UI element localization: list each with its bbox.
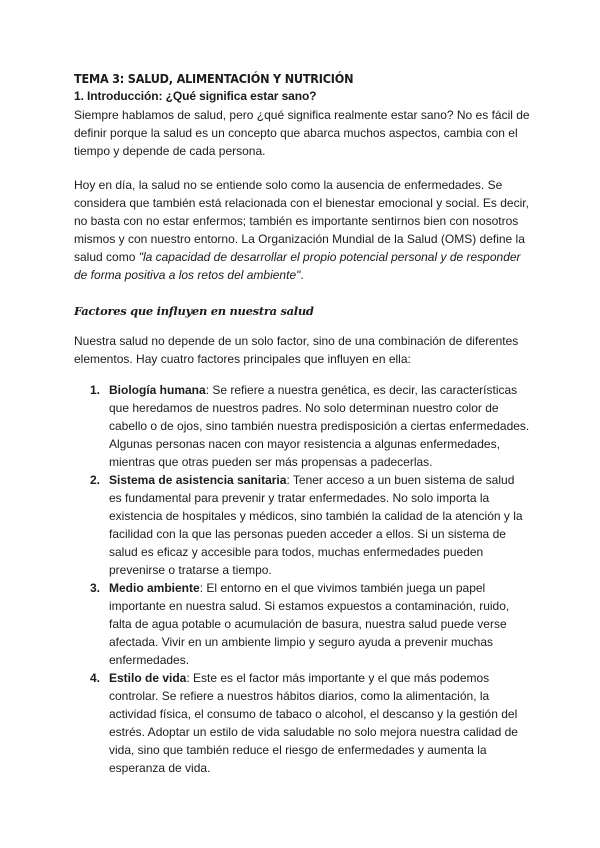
list-item [74,669,530,777]
factors-heading: Factores que influyen en nuestra salud [74,304,314,318]
list-number: 4. [90,671,101,685]
intro-paragraph-2-text: Hoy en día, la salud no se entiende solo como la ausencia de enfermedades. Se considera que también está relacionada con el bienestar emocional y social. Es decir, no basta con no estar enfermos; también es importante sentirnos bien con nosotros mismos y con nuestro entorno. La Organización Mundial de la Salud (OMS) define la salud como [74,178,529,264]
factor-list [74,381,530,777]
factor-description: : Se refiere a nuestra genética, es decir, las características que heredamos de nuestros padres. No solo determinan nuestro color de cabello o de ojos, sino también nuestra predisposición a ciertas enfermedades. Algunas personas nacen con mayor resistencia a algunas enfermedades, mientras que otras pueden ser más propensas a padecerlas. [109,383,530,469]
factors-intro: Nuestra salud no depende de un solo factor, sino de una combinación de diferentes elementos. Hay cuatro factores principales que influyen en ella: [74,334,519,366]
who-definition-quote: "la capacidad de desarrollar el propio potencial personal y de responder de forma positiva a los retos del ambiente" [74,250,521,282]
factor-name: Sistema de asistencia sanitaria [109,473,287,487]
list-item [74,579,530,669]
intro-heading: 1. Introducción: ¿Qué significa estar sano? [74,89,317,103]
intro-paragraph-1: Siempre hablamos de salud, pero ¿qué significa realmente estar sano? No es fácil de definir porque la salud es un concepto que abarca muchos aspectos, cambia con el tiempo y depende de cada persona. [74,108,530,158]
factor-name: Estilo de vida [109,671,187,685]
intro-paragraph-2 [74,176,530,284]
factor-description: : El entorno en el que vivimos también juega un papel importante en nuestra salud. Si estamos expuestos a contaminación, ruido, falta de agua potable o acumulación de basura, nuestra salud puede verse afectada. Vivir en un ambiente limpio y seguro ayuda a prevenir muchas enfermedades. [109,581,510,667]
factor-description: : Este es el factor más importante y el que más podemos controlar. Se refiere a nuestros hábitos diarios, como la alimentación, la actividad física, el consumo de tabaco o alcohol, el descanso y la gestión del estrés. Adoptar un estilo de vida saludable no solo mejora nuestra calidad de vida, sino que también reduce el riesgo de enfermedades y aumenta la esperanza de vida. [109,671,518,775]
list-number: 2. [90,473,101,487]
factor-description: : Tener acceso a un buen sistema de salud es fundamental para prevenir y tratar enfermedades. No solo importa la existencia de hospitales y médicos, sino también la calidad de la atención y la facilidad con la que las personas pueden acceder a ellos. Si un sistema de salud es eficaz y accesible para todos, muchas enfermedades pueden prevenirse o tratarse a tiempo. [109,473,523,577]
quote-end: . [300,268,304,282]
list-item [74,381,530,471]
factor-name: Biología humana [109,383,206,397]
list-number: 3. [90,581,101,595]
list-item [74,471,530,579]
factor-name: Medio ambiente [109,581,200,595]
document-page [74,70,530,777]
document-title: TEMA 3: SALUD, ALIMENTACIÓN Y NUTRICIÓN [74,71,354,86]
list-number: 1. [90,383,101,397]
